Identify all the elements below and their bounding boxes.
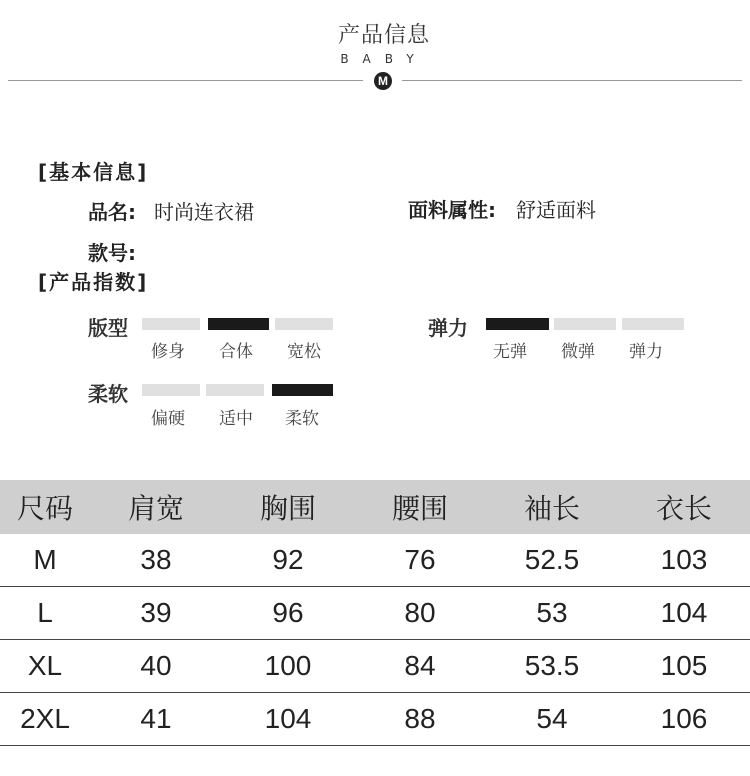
cell-waist: 76	[354, 534, 486, 587]
elasticity-bar-slight	[554, 318, 616, 330]
elasticity-option-stretch: 弹力	[629, 342, 663, 362]
header-shoulder: 肩宽	[90, 480, 222, 534]
size-badge: M	[374, 72, 392, 90]
cell-waist: 84	[354, 640, 486, 693]
cell-waist: 88	[354, 693, 486, 746]
cell-chest: 104	[222, 693, 354, 746]
size-table	[0, 480, 750, 746]
name-value: 时尚连衣裙	[154, 200, 254, 224]
table-row	[0, 534, 750, 587]
size-table-header-row	[0, 480, 750, 534]
header-sleeve: 袖长	[486, 480, 618, 534]
cell-size: XL	[0, 640, 90, 693]
name-label: 品名:	[88, 200, 136, 224]
fabric-label: 面料属性:	[408, 198, 496, 222]
fabric-value: 舒适面料	[516, 198, 596, 222]
cell-size: L	[0, 587, 90, 640]
elasticity-option-slight: 微弹	[561, 342, 595, 362]
table-row	[0, 587, 750, 640]
cell-length: 105	[618, 640, 750, 693]
softness-option-stiff: 偏硬	[151, 409, 185, 429]
cell-sleeve: 53	[486, 587, 618, 640]
softness-option-soft: 柔软	[285, 409, 319, 429]
page-title: 产品信息	[337, 23, 430, 48]
header-divider-right	[402, 80, 742, 81]
cell-sleeve: 54	[486, 693, 618, 746]
fit-bar-regular	[208, 318, 269, 330]
cell-waist: 80	[354, 587, 486, 640]
header-divider-left	[8, 80, 363, 81]
cell-length: 106	[618, 693, 750, 746]
header-length: 衣长	[618, 480, 750, 534]
softness-bar-medium	[206, 384, 264, 396]
elasticity-bar-stretch	[622, 318, 684, 330]
fit-bar-loose	[275, 318, 333, 330]
item-no-label: 款号:	[88, 241, 136, 265]
cell-length: 103	[618, 534, 750, 587]
elasticity-label: 弹力	[428, 316, 468, 340]
cell-shoulder: 39	[90, 587, 222, 640]
fit-label: 版型	[88, 316, 128, 340]
elasticity-option-none: 无弹	[493, 342, 527, 362]
cell-length: 104	[618, 587, 750, 640]
softness-bar-soft	[272, 384, 333, 396]
softness-label: 柔软	[88, 382, 128, 406]
cell-chest: 92	[222, 534, 354, 587]
cell-sleeve: 52.5	[486, 534, 618, 587]
cell-chest: 100	[222, 640, 354, 693]
table-row	[0, 640, 750, 693]
header-size: 尺码	[0, 480, 90, 534]
page-subtitle: BABY	[340, 52, 428, 66]
cell-size: 2XL	[0, 693, 90, 746]
header-waist: 腰围	[354, 480, 486, 534]
indices-heading: [产品指数]	[38, 270, 149, 294]
cell-size: M	[0, 534, 90, 587]
softness-option-medium: 适中	[219, 409, 253, 429]
cell-shoulder: 41	[90, 693, 222, 746]
fit-bar-slim	[142, 318, 200, 330]
cell-sleeve: 53.5	[486, 640, 618, 693]
fit-option-loose: 宽松	[287, 342, 321, 362]
fit-option-slim: 修身	[151, 342, 185, 362]
cell-shoulder: 38	[90, 534, 222, 587]
cell-chest: 96	[222, 587, 354, 640]
elasticity-bar-none	[486, 318, 549, 330]
fit-option-regular: 合体	[219, 342, 253, 362]
softness-bar-stiff	[142, 384, 200, 396]
cell-shoulder: 40	[90, 640, 222, 693]
table-row	[0, 693, 750, 746]
header-chest: 胸围	[222, 480, 354, 534]
basic-info-heading: [基本信息]	[38, 160, 149, 184]
